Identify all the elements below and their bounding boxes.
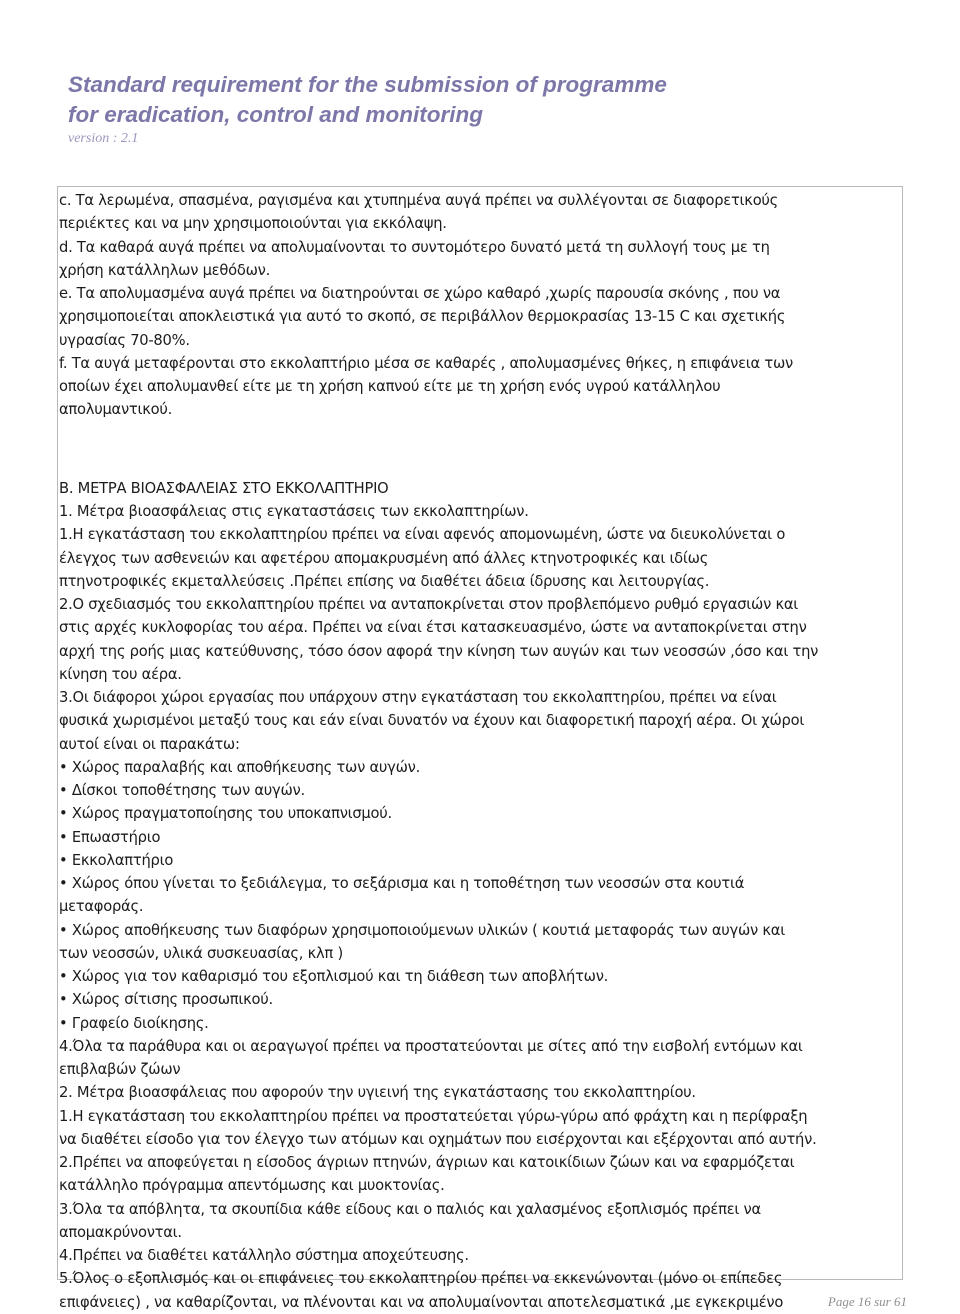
text-line: 2.Πρέπει να αποφεύγεται η είσοδος άγριων πτηνών, άγριων και κατοικίδιων ζώων και να εφαρμόζεται xyxy=(59,1154,795,1171)
text-line: φυσικά χωρισμένοι μεταξύ τους και εάν είναι δυνατόν να έχουν και διαφορετική παροχή αέρα. Οι χώροι xyxy=(59,712,805,730)
text-line: πτηνοτροφικές εκμεταλλεύσεις .Πρέπει επίσης να διαθέτει άδεια ίδρυσης και λειτουργίας. xyxy=(59,572,710,590)
page-number: Page 16 sur 61 xyxy=(827,1294,907,1309)
title-line-2: for eradication, control and monitoring xyxy=(68,102,484,127)
text-line: 1. Μέτρα βιοασφάλειας στις εγκαταστάσεις των εκκολαπτηρίων. xyxy=(59,503,529,520)
text-line: στις αρχές κυκλοφορίας του αέρα. Πρέπει να είναι έτσι κατασκευασμένο, ώστε να ανταποκρίνεται στην xyxy=(59,619,807,637)
text-line: d. Τα καθαρά αυγά πρέπει να απολυμαίνονται το συντομότερο δυνατό μετά τη συλλογή τους με τη xyxy=(59,238,770,256)
text-line: επιβλαβών ζώων xyxy=(59,1061,181,1078)
text-line: c. Τα λερωμένα, σπασμένα, ραγισμένα και χτυπημένα αυγά πρέπει να συλλέγονται σε διαφορετικούς xyxy=(59,192,779,209)
text-line: υγρασίας 70-80%. xyxy=(59,331,190,349)
version-label: version : 2.1 xyxy=(68,131,139,146)
text-line: • Χώρος πραγματοποίησης του υποκαπνισμού. xyxy=(59,805,392,823)
text-line: 2.Ο σχεδιασμός του εκκολαπτηρίου πρέπει να ανταποκρίνεται στον προβλεπόμενο ρυθμό εργασιών και xyxy=(59,596,799,613)
text-line: απομακρύνονται. xyxy=(59,1223,182,1241)
text-line: • Χώρος παραλαβής και αποθήκευσης των αυγών. xyxy=(59,758,421,776)
text-line: e. Τα απολυμασμένα αυγά πρέπει να διατηρούνται σε χώρο καθαρό ,χωρίς παρουσία σκόνης , που να xyxy=(59,285,781,302)
text-line: 3.Οι διάφοροι χώροι εργασίας που υπάρχουν στην εγκατάσταση του εκκολαπτηρίου, πρέπει να είναι xyxy=(59,689,777,706)
text-line: Β. ΜΕΤΡΑ ΒΙΟΑΣΦΑΛΕΙΑΣ ΣΤΟ ΕΚΚΟΛΑΠΤΗΡΙΟ xyxy=(59,479,389,497)
text-line: f. Τα αυγά μεταφέρονται στο εκκολαπτήριο μέσα σε καθαρές , απολυμασμένες θήκες, η επιφάνεια των xyxy=(59,354,793,372)
text-line: 5.Όλος ο εξοπλισμός και οι επιφάνειες του εκκολαπτηρίου πρέπει να εκκενώνονται (μόνο οι επίπεδες xyxy=(59,1270,783,1288)
text-line: χρησιμοποιείται αποκλειστικά για αυτό το σκοπό, σε περιβάλλον θερμοκρασίας 13-15 C και σχετικής xyxy=(59,308,786,326)
text-line: • Χώρος σίτισης προσωπικού. xyxy=(59,991,273,1009)
text-line: επιφάνειες) , να καθαρίζονται, να πλένονται και να απολυμαίνονται αποτελεσματικά ,με εγκεκριμένο xyxy=(59,1293,784,1311)
text-line: • Επωαστήριο xyxy=(59,828,161,846)
text-line: οποίων έχει απολυμανθεί είτε με τη χρήση καπνού είτε με τη χρήση ενός υγρού κατάλληλου xyxy=(59,378,721,395)
text-line: έλεγχος των ασθενειών και αφετέρου απομακρυσμένη από άλλες κτηνοτροφικές και ιδίως xyxy=(59,549,709,567)
text-line: • Χώρος για τον καθαρισμό του εξοπλισμού και τη διάθεση των αποβλήτων. xyxy=(59,968,609,985)
text-line: μεταφοράς. xyxy=(59,898,144,916)
text-line: • Δίσκοι τοποθέτησης των αυγών. xyxy=(59,782,305,799)
text-line: 3.Όλα τα απόβλητα, τα σκουπίδια κάθε είδους και ο παλιός και χαλασμένος εξοπλισμός πρέπει να xyxy=(59,1200,761,1218)
text-line: 4.Πρέπει να διαθέτει κατάλληλο σύστημα αποχεύτευσης. xyxy=(59,1247,469,1264)
text-line: να διαθέτει είσοδο για τον έλεγχο των ατόμων και οχημάτων που εισέρχονται και εξέρχονται από αυτήν. xyxy=(59,1130,817,1148)
text-line: περιέκτες και να μην χρησιμοποιούνται για εκκόλαψη. xyxy=(59,215,447,233)
text-line: • Εκκολαπτήριο xyxy=(59,851,174,869)
text-line: • Γραφείο διοίκησης. xyxy=(59,1014,209,1032)
text-line: 1.Η εγκατάσταση του εκκολαπτηρίου πρέπει να είναι αφενός απομονωμένη, ώστε να διευκολύνεται ο xyxy=(59,526,786,544)
text-line: 4.Όλα τα παράθυρα και οι αεραγωγοί πρέπει να προστατεύονται με σίτες από την εισβολή εντόμων και xyxy=(59,1037,803,1055)
text-line: των νεοσσών, υλικά συσκευασίας, κλπ ) xyxy=(59,944,343,962)
text-line: απολυμαντικού. xyxy=(59,401,173,419)
text-line: 2. Μέτρα βιοασφάλειας που αφορούν την υγιεινή της εγκατάστασης του εκκολαπτηρίου. xyxy=(59,1084,696,1102)
document-header xyxy=(68,70,908,148)
blank-line xyxy=(59,438,902,461)
text-line: χρήση κατάλληλων μεθόδων. xyxy=(59,261,270,279)
text-line: • Χώρος όπου γίνεται το ξεδιάλεγμα, το σεξάρισμα και η τοποθέτηση των νεοσσών στα κουτιά xyxy=(59,875,745,892)
text-line: • Χώρος αποθήκευσης των διαφόρων χρησιμοποιούμενων υλικών ( κουτιά μεταφοράς των αυγών και xyxy=(59,921,785,939)
text-line: 1.Η εγκατάσταση του εκκολαπτηρίου πρέπει να προστατεύεται γύρω-γύρω από φράχτη και η περίφραξη xyxy=(59,1107,808,1125)
text-line: αρχή της ροής μιας κατεύθυνσης, τόσο όσον αφορά την κίνηση των αυγών και των νεοσσών ,όσο και την xyxy=(59,642,819,660)
text-line: αυτοί είναι οι παρακάτω: xyxy=(59,735,240,753)
document-title xyxy=(68,70,908,130)
title-line-1: Standard requirement for the submission of programme xyxy=(68,72,667,97)
text-line: κατάλληλο πρόγραμμα απεντόμωσης και μυοκτονίας. xyxy=(59,1177,445,1195)
text-line: κίνηση του αέρα. xyxy=(59,665,182,683)
